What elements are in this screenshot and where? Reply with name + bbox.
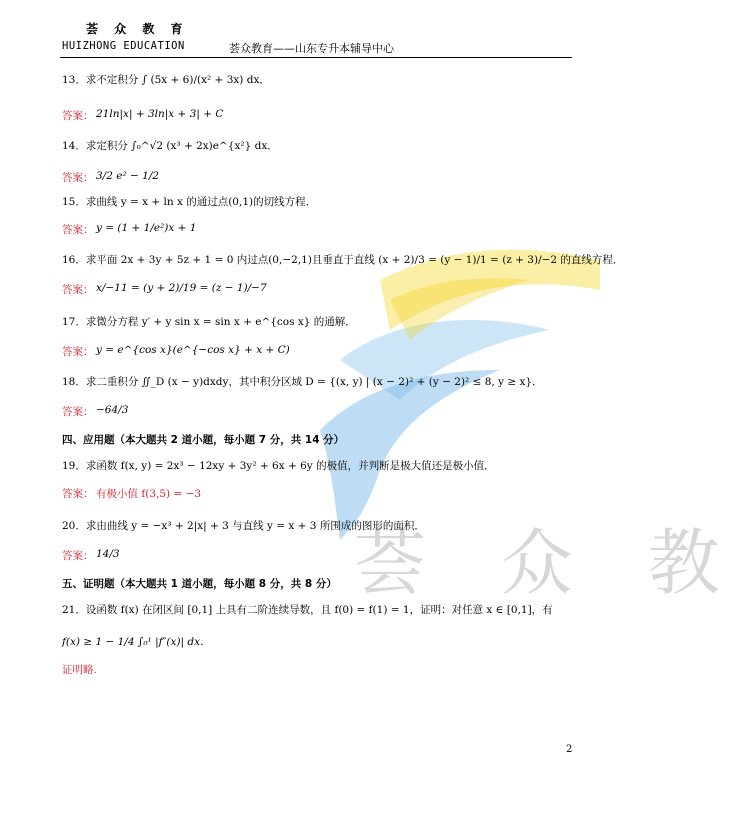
answer-14: 3/2 e² − 1/2 [96,170,160,182]
answer-20: 14/3 [96,548,120,560]
question-19: 19．求函数 f(x, y) = 2x³ − 12xy + 3y² + 6x + 6y 的极值，并判断是极大值还是极小值． [62,460,495,472]
answer-label-18: 答案： [62,406,94,418]
brand-english: HUIZHONG EDUCATION [62,40,185,52]
question-15: 15．求曲线 y = x + ln x 的通过点(0,1)的切线方程． [62,196,317,208]
answer-label-13: 答案： [62,110,94,122]
answer-19: 有极小值 f(3,5) = −3 [96,488,202,500]
answer-label-20: 答案： [62,550,94,562]
question-20: 20．求由曲线 y = −x³ + 2|x| + 3 与直线 y = x + 3 所围成的图形的面积． [62,520,425,532]
answer-label-14: 答案： [62,172,94,184]
answer-17: y = e^{cos x}(e^{−cos x} + x + C) [96,344,290,356]
answer-label-16: 答案： [62,284,94,296]
question-14: 14．求定积分 ∫₀^√2 (x³ + 2x)e^{x²} dx． [62,140,278,152]
question-21: 21．设函数 f(x) 在闭区间 [0,1] 上具有二阶连续导数，且 f(0) = f(1) = 1，证明：对任意 x ∈ [0,1]，有 [62,604,553,616]
question-21-formula: f(x) ≥ 1 − 1/4 ∫₀¹ |f″(x)| dx． [62,636,211,648]
answer-label-15: 答案： [62,224,94,236]
header-rule [60,57,572,58]
question-17: 17．求微分方程 y′ + y sin x = sin x + e^{cos x} 的通解． [62,316,356,328]
answer-16: x/−11 = (y + 2)/19 = (z − 1)/−7 [96,282,267,294]
answer-13: 21ln|x| + 3ln|x + 3| + C [96,108,224,120]
section-heading-5: 五、证明题（本大题共 1 道小题，每小题 8 分，共 8 分） [62,578,337,590]
brand-chinese: 荟 众 教 育 [86,22,189,36]
section-heading-4: 四、应用题（本大题共 2 道小题，每小题 7 分，共 14 分） [62,434,345,446]
answer-label-19: 答案： [62,488,94,500]
answer-15: y = (1 + 1/e²)x + 1 [96,222,197,234]
question-18: 18．求二重积分 ∬_D (x − y)dxdy，其中积分区域 D = {(x, y) | (x − 2)² + (y − 2)² ≤ 8, y ≥ x}． [62,376,543,388]
answer-21: 证明略. [62,664,97,676]
page-number: 2 [566,744,573,755]
question-13: 13．求不定积分 ∫ (5x + 6)/(x² + 3x) dx． [62,74,270,86]
answer-18: −64/3 [96,404,129,416]
question-16: 16．求平面 2x + 3y + 5z + 1 = 0 内过点(0,−2,1)且垂直于直线 (x + 2)/3 = (y − 1)/1 = (z + 3)/−2 的直线方程． [62,254,624,266]
answer-label-17: 答案： [62,346,94,358]
header-title: 荟众教育——山东专升本辅导中心 [229,42,394,55]
watermark-text: 荟 众 教 [354,521,746,605]
